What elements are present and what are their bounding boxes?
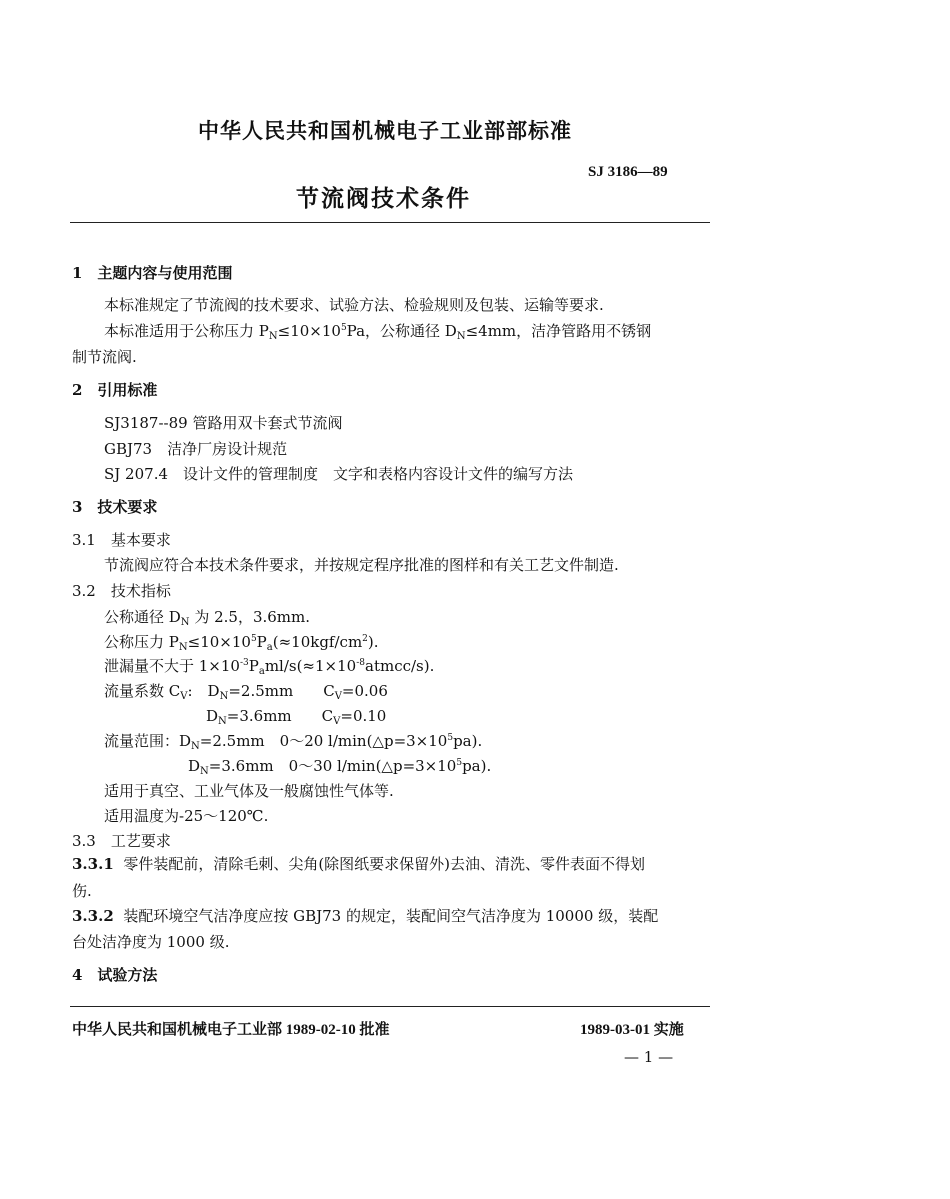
- header-rule: [70, 222, 710, 223]
- section-3-1-text: 节流阀应符合本技术条件要求，并按规定程序批准的图样和有关工艺文件制造.: [104, 556, 619, 574]
- ref-item: GBJ73 洁净厂房设计规范: [104, 440, 288, 458]
- spec-nominal-diameter: 公称通径 $D_N$ 为 2.5，3.6mm.: [104, 608, 311, 628]
- spec-flow-range: 流量范围：$D_N=2.5mm$ 0～20 $l/\min(\triangle p=3\times 10^5pa)$.: [104, 732, 483, 752]
- section-3-heading: 3 技术要求: [72, 498, 158, 516]
- spec-temperature: 适用温度为-25～120℃.: [104, 807, 269, 825]
- section-1-p2-cont: 制节流阀.: [72, 348, 137, 366]
- spec-flow-range-2: $D_N=3.6mm$ 0～30 $l/\min(\triangle p=3\times 10^5pa)$.: [188, 757, 492, 777]
- section-3-3-2: 3.3.2 装配环境空气洁净度应按 GBJ73 的规定，装配间空气洁净度为 10000 级，装配: [72, 907, 659, 925]
- section-2-heading: 2 引用标准: [72, 381, 158, 399]
- document-title: 节流阀技术条件: [296, 186, 471, 212]
- standard-body: 中华人民共和国机械电子工业部部标准: [198, 119, 572, 143]
- section-4-heading: 4 试验方法: [72, 966, 158, 984]
- section-3-3-1: 3.3.1 零件装配前，清除毛刺、尖角(除图纸要求保留外)去油、清洗、零件表面不得划: [72, 855, 646, 873]
- section-1-p2: 本标准适用于公称压力 $P_N\le 10\times 10^5Pa$，公称通径 $D_N\le 4mm$，洁净管路用不锈钢: [104, 322, 652, 342]
- approval-line: 中华人民共和国机械电子工业部 1989-02-10 批准: [72, 1022, 390, 1038]
- footer-rule: [70, 1006, 710, 1007]
- spec-nominal-pressure: 公称压力 $P_N\le 10\times 10^5P_a(\approx 10kgf/cm^2)$.: [104, 633, 379, 653]
- spec-flow-coefficient-2: $D_N=3.6mm$ $C_V=0.10$: [206, 707, 387, 727]
- spec-flow-coefficient: 流量系数 $C_V$: $D_N=2.5mm$ $C_V=0.06$: [104, 682, 388, 702]
- section-3-2-heading: 3.2 技术指标: [72, 582, 171, 600]
- section-3-3-heading: 3.3 工艺要求: [72, 832, 171, 850]
- section-3-3-1-cont: 伤.: [72, 882, 92, 900]
- section-3-3-2-cont: 台处洁净度为 1000 级.: [72, 933, 230, 951]
- ref-item: SJ3187--89 管路用双卡套式节流阀: [104, 414, 343, 432]
- standard-code: SJ 3186—89: [588, 164, 668, 180]
- effective-date: 1989-03-01 实施: [580, 1022, 684, 1038]
- section-1-heading: 1 主题内容与使用范围: [72, 264, 233, 282]
- spec-media: 适用于真空、工业气体及一般腐蚀性气体等.: [104, 782, 394, 800]
- section-1-p1: 本标准规定了节流阀的技术要求、试验方法、检验规则及包装、运输等要求.: [104, 296, 604, 314]
- ref-item: SJ 207.4 设计文件的管理制度 文字和表格内容设计文件的编写方法: [104, 465, 574, 483]
- page-number: — 1 —: [624, 1048, 674, 1066]
- section-3-1-heading: 3.1 基本要求: [72, 531, 171, 549]
- spec-leakage: 泄漏量不大于 $1\times 10^{-3}P_aml/s(\approx 1\times 10^{-8}atmcc/s)$.: [104, 657, 435, 677]
